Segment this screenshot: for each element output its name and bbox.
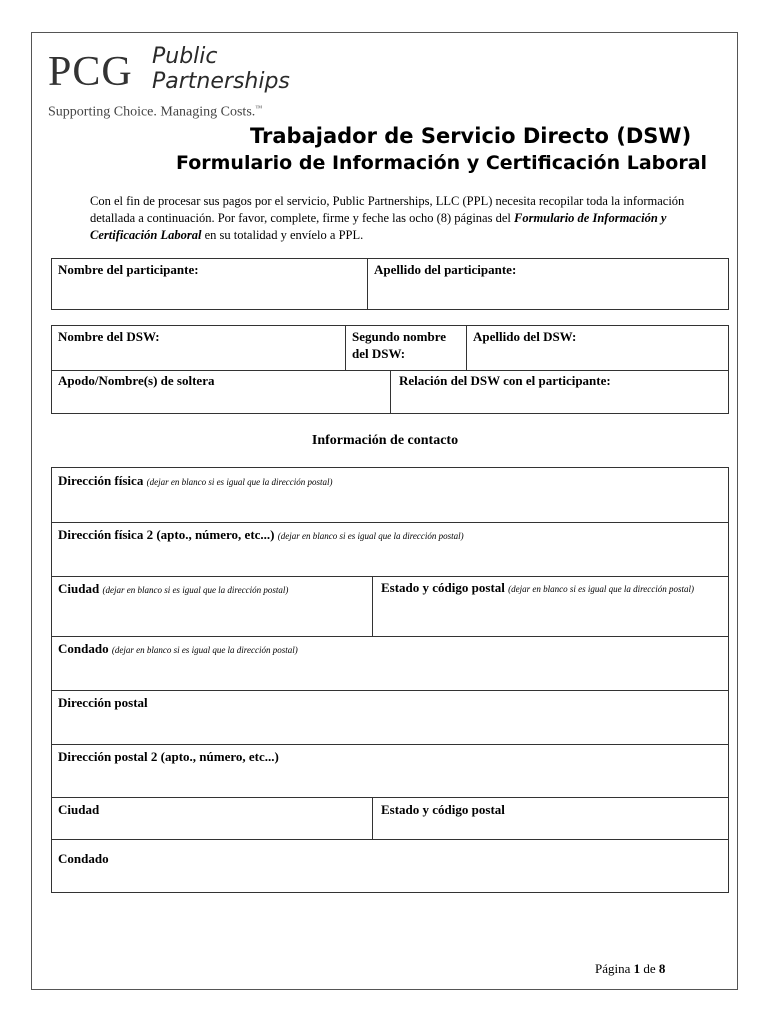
pcg-logo <box>48 44 348 124</box>
physical-address-field[interactable] <box>52 470 728 522</box>
state-zip-field[interactable] <box>373 578 728 636</box>
city-note: (dejar en blanco si es igual que la dirección postal) <box>102 585 289 595</box>
physical-address2-field[interactable] <box>52 524 728 576</box>
mailing-address-field[interactable] <box>52 692 728 744</box>
contact-box <box>51 467 729 893</box>
dsw-first-name-field[interactable] <box>52 326 345 370</box>
mailing-county-label: Condado <box>58 851 109 866</box>
mailing-state-zip-label: Estado y código postal <box>381 802 505 817</box>
logo-public-text: Public <box>152 44 218 69</box>
mailing-address-label: Dirección postal <box>58 695 148 710</box>
state-zip-note: (dejar en blanco si es igual que la dirección postal) <box>508 584 695 594</box>
mailing-city-label: Ciudad <box>58 802 100 817</box>
state-zip-label: Estado y código postal <box>381 580 505 595</box>
mailing-address2-label: Dirección postal 2 (apto., número, etc...) <box>58 749 279 764</box>
dsw-middle-name-field[interactable] <box>346 326 466 370</box>
intro-form-name: Formulario de Información y Certificación Laboral <box>90 211 667 242</box>
dsw-first-name-label: Nombre del DSW: <box>58 329 160 344</box>
participant-first-name-label: Nombre del participante: <box>58 262 199 277</box>
document-title: Trabajador de Servicio Directo (DSW) <box>250 124 692 148</box>
participant-last-name-field[interactable] <box>368 259 728 309</box>
dsw-last-name-field[interactable] <box>467 326 728 370</box>
mailing-state-zip-field[interactable] <box>373 799 728 839</box>
dsw-nickname-label: Apodo/Nombre(s) de soltera <box>58 373 215 388</box>
county-field[interactable] <box>52 638 728 690</box>
mailing-city-field[interactable] <box>52 799 372 839</box>
participant-last-name-label: Apellido del participante: <box>374 262 517 277</box>
county-label: Condado <box>58 641 109 656</box>
participant-first-name-field[interactable] <box>52 259 367 309</box>
participant-box <box>51 258 729 310</box>
logo-tagline: Supporting Choice. Managing Costs.™ <box>48 104 263 120</box>
dsw-last-name-label: Apellido del DSW: <box>473 329 577 344</box>
dsw-relationship-field[interactable] <box>391 370 728 413</box>
physical-address-label: Dirección física <box>58 473 144 488</box>
intro-paragraph: Con el fin de procesar sus pagos por el servicio, Public Partnerships, LLC (PPL) necesita recopilar toda la información detallada a continuación. Por favor, complete, firme y feche las ocho (8) páginas del Formulario de Información y Certificación Laboral en su totalidad y envíelo a PPL. <box>90 194 685 242</box>
contact-section-title: Información de contacto <box>311 433 459 448</box>
city-label: Ciudad <box>58 581 100 596</box>
page-number: Página 1 de 8 <box>595 961 666 976</box>
city-field[interactable] <box>52 578 372 636</box>
dsw-relationship-label: Relación del DSW con el participante: <box>399 373 611 388</box>
dsw-middle-name-label: Segundo nombre del DSW: <box>352 329 447 361</box>
document-subtitle: Formulario de Información y Certificación Laboral <box>176 152 708 174</box>
physical-address-note: (dejar en blanco si es igual que la dirección postal) <box>146 477 333 487</box>
logo-pcg-text: PCG <box>48 49 133 95</box>
dsw-box <box>51 325 729 414</box>
mailing-address2-field[interactable] <box>52 746 728 797</box>
physical-address2-label: Dirección física 2 (apto., número, etc...) <box>58 527 275 542</box>
physical-address2-note: (dejar en blanco si es igual que la dirección postal) <box>277 531 464 541</box>
mailing-county-field[interactable] <box>52 848 728 892</box>
county-note: (dejar en blanco si es igual que la dirección postal) <box>111 645 298 655</box>
dsw-nickname-field[interactable] <box>52 370 390 413</box>
logo-partnerships-text: Partnerships <box>152 69 290 94</box>
